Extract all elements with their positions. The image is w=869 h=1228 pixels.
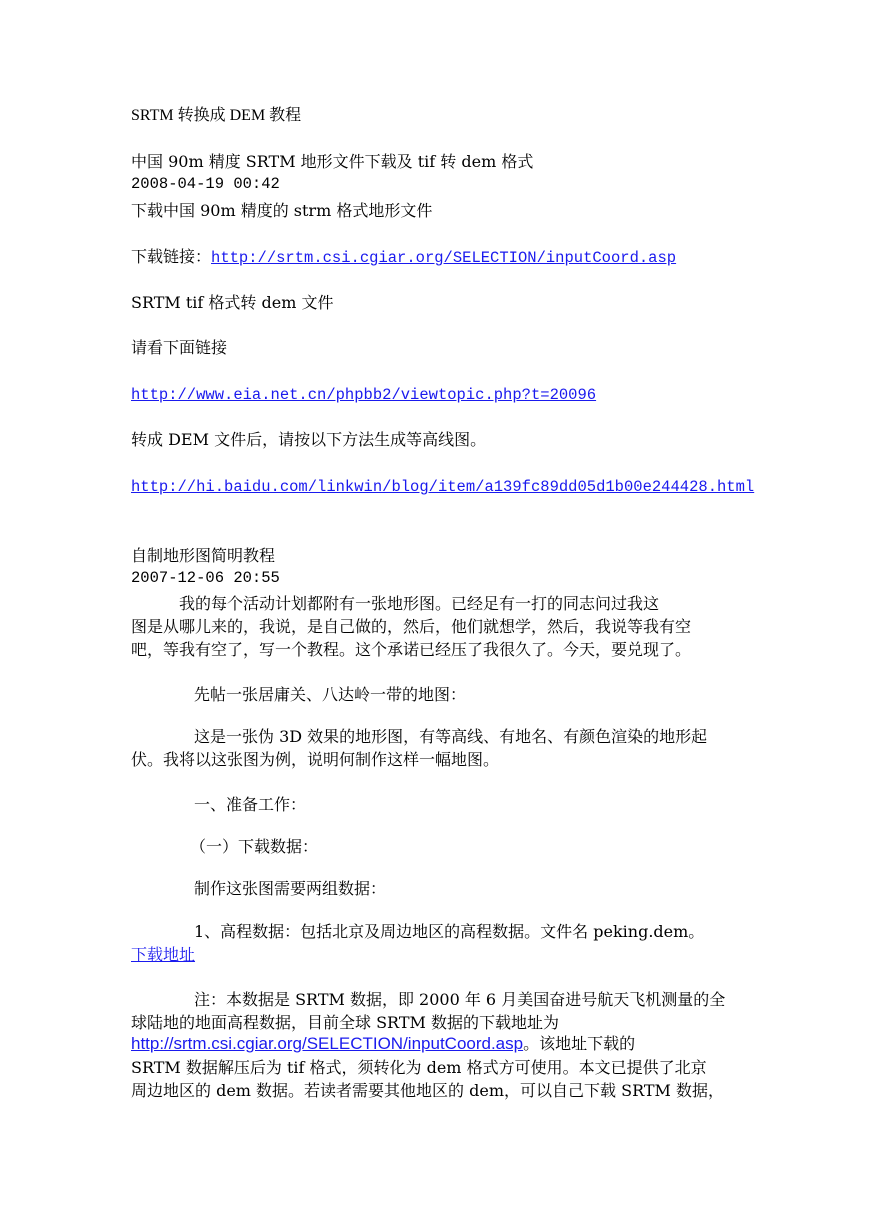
link2-line	[131, 382, 596, 407]
data1-text: 1、高程数据：包括北京及周边地区的高程数据。文件名 peking.dem。	[194, 922, 705, 941]
intro-line-1: 我的每个活动计划都附有一张地形图。已经足有一打的同志问过我这	[131, 594, 660, 613]
note-line-2: 球陆地的地面高程数据，目前全球 SRTM 数据的下载地址为	[131, 1013, 559, 1032]
document-title: SRTM 转换成 DEM 教程	[131, 107, 302, 124]
link3-line	[131, 474, 754, 499]
map-intro-text: 先帖一张居庸关、八达岭一带的地图：	[194, 685, 467, 704]
note-srtm-link[interactable]: http://srtm.csi.cgiar.org/SELECTION/inputCoord.asp	[131, 1034, 524, 1053]
intro-line-2: 图是从哪儿来的，我说，是自己做的，然后，他们就想学，然后，我说等我有空	[131, 617, 692, 636]
data1-link-line	[131, 943, 195, 966]
note-line-4: SRTM 数据解压后为 tif 格式，须转化为 dem 格式方可使用。本文已提供了北京	[131, 1058, 707, 1077]
step1-sub-heading: （一）下载数据：	[190, 837, 319, 856]
section1-subtitle: 下载中国 90m 精度的 strm 格式地形文件	[131, 201, 433, 220]
note-line-3	[131, 1032, 635, 1055]
download-line	[131, 245, 676, 270]
download-link[interactable]: http://srtm.csi.cgiar.org/SELECTION/inputCoord.asp	[211, 249, 677, 267]
intro-line-3: 吧，等我有空了，写一个教程。这个承诺已经压了我很久了。今天，要兑现了。	[131, 640, 692, 659]
need-data-text: 制作这张图需要两组数据：	[194, 879, 387, 898]
convert-heading: SRTM tif 格式转 dem 文件	[131, 293, 334, 312]
section1-heading: 中国 90m 精度 SRTM 地形文件下载及 tif 转 dem 格式	[131, 152, 534, 171]
see-below-text: 请看下面链接	[131, 338, 228, 357]
note-line-5: 周边地区的 dem 数据。若读者需要其他地区的 dem，可以自己下载 SRTM 数据，	[131, 1081, 724, 1100]
section2-heading: 自制地形图简明教程	[131, 546, 276, 565]
after-dem-text: 转成 DEM 文件后，请按以下方法生成等高线图。	[131, 430, 487, 449]
note-line-3-suffix: 。该地址下载的	[523, 1034, 636, 1053]
section1-timestamp: 2008-04-19 00:42	[131, 175, 280, 193]
section2-timestamp: 2007-12-06 20:55	[131, 569, 280, 587]
download-prefix: 下载链接：	[131, 247, 212, 266]
step1-heading: 一、准备工作：	[194, 795, 307, 814]
baidu-blog-link[interactable]: http://hi.baidu.com/linkwin/blog/item/a139fc89dd05d1b00e244428.html	[131, 478, 755, 496]
map-desc-line-2: 伏。我将以这张图为例，说明何制作这样一幅地图。	[131, 750, 500, 769]
note-line-1: 注：本数据是 SRTM 数据，即 2000 年 6 月美国奋进号航天飞机测量的全	[194, 990, 726, 1009]
viewtopic-link[interactable]: http://www.eia.net.cn/phpbb2/viewtopic.php?t=20096	[131, 386, 597, 404]
map-desc-line-1: 这是一张伪 3D 效果的地形图，有等高线、有地名、有颜色渲染的地形起	[194, 727, 708, 746]
data1-download-link[interactable]: 下载地址	[131, 945, 196, 964]
